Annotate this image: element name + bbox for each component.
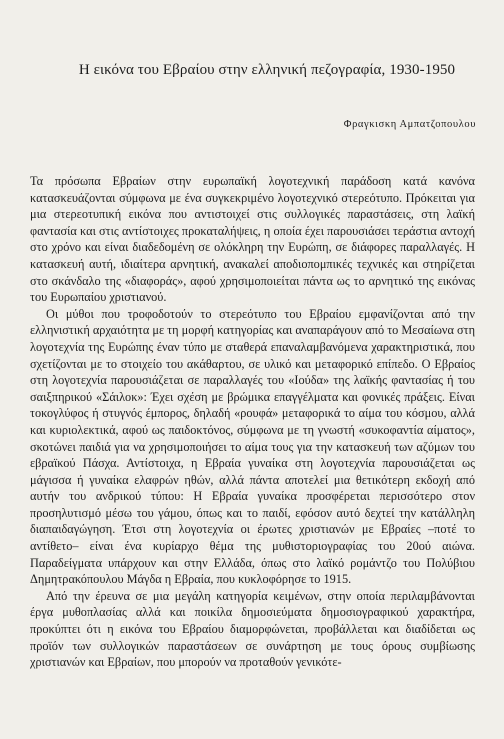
paragraph-2: Οι μύθοι που τροφοδοτούν το στερεότυπο του Εβραίου εμφανίζονται από την ελληνιστική αρχαιότητα με τη μορφή κατηγορίας και αναπαράγουν από το Μεσαίωνα στη λογοτεχνία της Ευρώπης έναν τύπο με σταθερά επαναλαμβανόμενα χαρακτηριστικά, που σχετίζονται με το στοιχείο του ακάθαρτου, σε υλικό και μεταφορικό επίπεδο. Ο Εβραίος στη λογοτεχνία παρουσιάζεται σε παραλλαγές του «Ιούδα» της λαϊκής φαντασίας ή του σαιξπηρικού «Σάιλοκ»: Έχει σχέση με βρώμικα επαγγέλματα και φονικές πράξεις. Είναι τοκογλύφος ή στυγνός έμπορος, δηλαδή «ρουφά» μεταφορικά το αίμα του κόσμου, αλλά και κυριολεκτικά, αφού ως παιδοκτόνος, σύμφωνα με τη γνωστή «συκοφαντία αίματος», σκοτώνει παιδιά για να χρησιμοποιήσει το αίμα τους για την κατασκευή των αζύμων του εβραϊκού Πάσχα. Αντίστοιχα, η Εβραία γυναίκα στη λογοτεχνία παρουσιάζεται ως μάγισσα ή γυναίκα ελαφρών ηθών, αλλά πάντα αποτελεί μια θετικότερη εκδοχή από αυτήν του ανδρικού τύπου: Η Εβραία γυναίκα προσφέρεται περισσότερο στον προσηλυτισμό μέσω του γάμου, όπως και το παιδί, εφόσον αυτό δεχτεί την κατάλληλη διαπαιδαγώγηση. Έτσι στη λογοτεχνία οι έρωτες χριστιανών με Εβραίες –ποτέ το αντίθετο– είναι ένα κυρίαρχο θέμα της μυθιστοριογραφίας του 20ού αιώνα. Παραδείγματα υπάρχουν και στην Ελλάδα, όπως στο λαϊκό ρομάντζο του Πολύβιου Δημητρακόπουλου Μάγδα η Εβραία, που κυκλοφόρησε το 1915. xyxy=(30,306,476,587)
author-name: Φραγκισκη Αμπατζοπουλου xyxy=(343,119,476,130)
paragraph-1: Τα πρόσωπα Εβραίων στην ευρωπαϊκή λογοτεχνική παράδοση κατά κανόνα κατασκευάζονται σύμφωνα με ένα συγκεκριμένο λογοτεχνικό στερεότυπο. Πρόκειται για μια στερεοτυπική εικόνα που αντιστοιχεί στις συλλογικές παραστάσεις, στη λαϊκή φαντασία και στις αντίστοιχες προκαταλήψεις, η οποία έχει παρουσιάσει τεράστια αντοχή στο χρόνο και είναι διαδεδομένη σε ολόκληρη την Ευρώπη, σε διάφορες παραλλαγές. Η κατασκευή αυτή, ιδιαίτερα αρνητική, ανακαλεί αποδιοπομπικές τεχνικές και στηρίζεται στο σκάνδαλο της «διαφοράς», αφού χρησιμοποιείται πάντα ως το αρνητικό της εικόνας του Ευρωπαίου χριστιανού. xyxy=(30,174,475,305)
body-text xyxy=(30,173,475,671)
document-title: Η εικόνα του Εβραίου στην ελληνική πεζογραφία, 1930-1950 xyxy=(78,62,456,78)
paragraph-3: Από την έρευνα σε μια μεγάλη κατηγορία κειμένων, στην οποία περιλαμβάνονται έργα μυθοπλασίας αλλά και ποικίλα δημοσιεύματα δημοσιογραφικού χαρακτήρα, προκύπτει ότι η εικόνα του Εβραίου διαμορφώνεται, προβάλλεται και διαδίδεται ως προϊόν των συλλογικών παραστάσεων σε συνάρτηση με τους όρους συμβίωσης χριστιανών και Εβραίων, που μπορούν να προταθούν γενικότε- xyxy=(30,588,475,670)
